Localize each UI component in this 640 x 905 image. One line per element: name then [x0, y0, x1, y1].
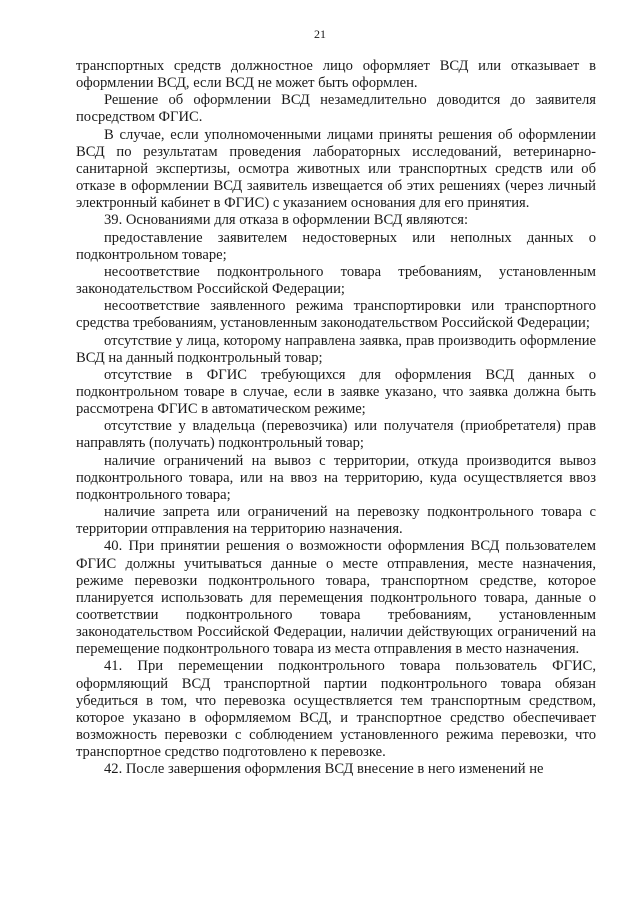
paragraph-continuation: транспортных средств должностное лицо оформляет ВСД или отказывает в оформлении ВСД, если ВСД не может быть оформлен. [76, 58, 596, 92]
page-number: 21 [314, 27, 326, 41]
list-item-goods-noncompliance: несоответствие подконтрольного товара требованиям, установленным законодательством Российской Федерации; [76, 263, 596, 298]
paragraph-40: 40. При принятии решения о возможности оформления ВСД пользователем ФГИС должны учитываться данные о месте отправления, месте назначения, режиме перевозки подконтрольного товара, транспортном средстве, которое планируется использовать для перемещения подконтрольного товара, данные о соответствии подконтрольного товара требованиям, установленным законодательством Российской Федерации, наличии действующих ограничений на перемещение подконтрольного товара из места отправления в место назначения. [76, 538, 596, 658]
document-body [76, 58, 596, 779]
paragraph-41: 41. При перемещении подконтрольного товара пользователь ФГИС, оформляющий ВСД транспортной партии подконтрольного товара обязан убедиться в том, что перевозка осуществляется тем транспортным средством, которое указано в оформляемом ВСД, и транспортное средство обеспечивает возможность перевозки с соблюдением установленного режима перевозки, что транспортное средство подготовлено к перевозке. [76, 658, 596, 761]
paragraph-39-heading: 39. Основаниями для отказа в оформлении ВСД являются: [104, 212, 469, 229]
paragraph-42-start: 42. После завершения оформления ВСД внесение в него изменений не [104, 761, 544, 778]
list-item-missing-fgis-data: отсутствие в ФГИС требующихся для оформления ВСД данных о подконтрольном товаре в случае, если в заявке указано, что заявка должна быть рассмотрена ФГИС в автоматическом режиме; [76, 366, 596, 418]
list-item-transport-ban: наличие запрета или ограничений на перевозку подконтрольного товара с территории отправления на территорию назначения. [76, 504, 596, 538]
paragraph-decision-notice: Решение об оформлении ВСД незамедлительно доводится до заявителя посредством ФГИС. [76, 92, 596, 126]
list-item-unreliable-data: предоставление заявителем недостоверных или неполных данных о подконтрольном товаре; [76, 229, 596, 263]
list-item-no-rights-to-ship: отсутствие у владельца (перевозчика) или получателя (приобретателя) прав направлять (получать) подконтрольный товар; [76, 418, 596, 452]
list-item-no-rights-to-issue: отсутствие у лица, которому направлена заявка, прав производить оформление ВСД на данный подконтрольный товар; [76, 332, 596, 366]
list-item-transport-noncompliance: несоответствие заявленного режима транспортировки или транспортного средства требованиям, установленным законодательством Российской Федерации; [76, 298, 596, 332]
list-item-export-import-restrictions: наличие ограничений на вывоз с территории, откуда производится вывоз подконтрольного товара, или на ввоз на территорию, куда осуществляется ввоз подконтрольного товара; [76, 452, 596, 503]
paragraph-lab-results-notice: В случае, если уполномоченными лицами приняты решения об оформлении ВСД по результатам проведения лабораторных исследований, ветеринарно-санитарной экспертизы, осмотра животных или транспортных средств или об отказе в оформлении ВСД заявитель извещается об этих решениях (через личный электронный кабинет в ФГИС) с указанием основания для его принятия. [76, 126, 596, 212]
